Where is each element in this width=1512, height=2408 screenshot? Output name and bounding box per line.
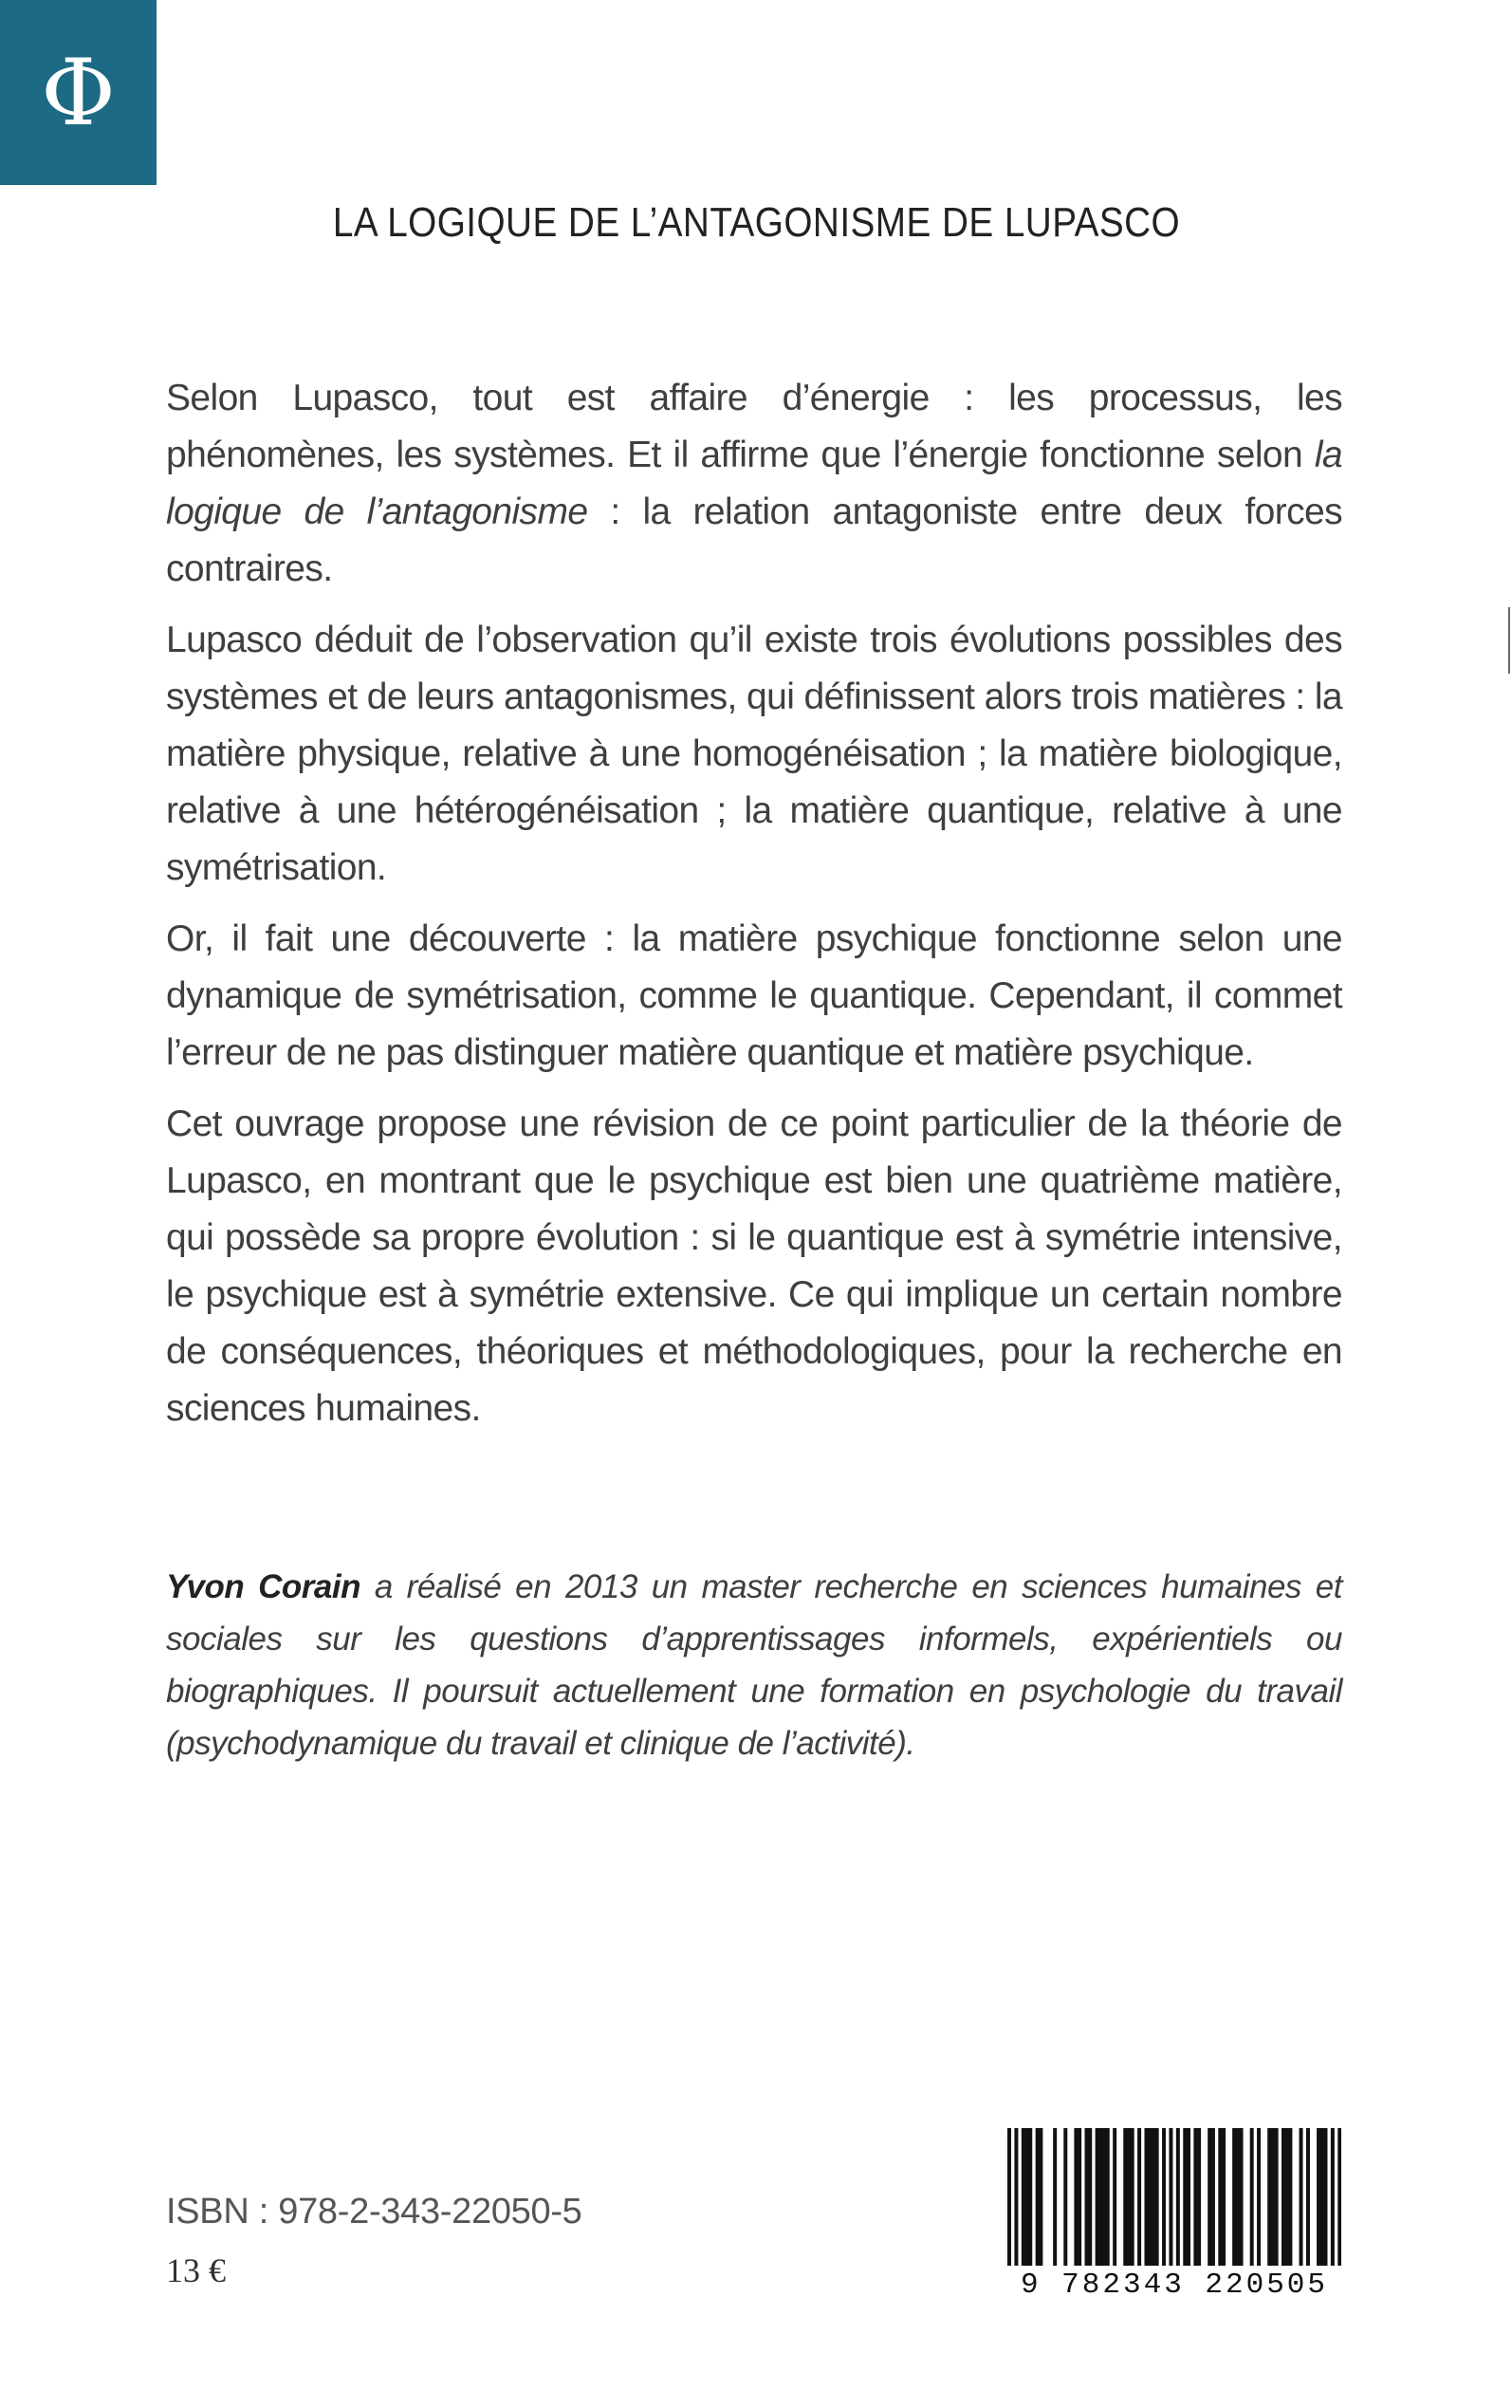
barcode-digits: 9 782343 220505 [1020,2269,1329,2302]
blurb-paragraph-4: Cet ouvrage propose une révision de ce point particulier de la théorie de Lupasco, en montrant que le psychique est bien une quatrième matière, qui possède sa propre évolution : si le quantique est à symétrie intensive, le psychique est à symétrie extensive. Ce qui implique un certain nombre de conséquences, théoriques et méthodologiques, pour la recherche en sciences humaines. [166,1103,1342,1429]
barcode-bar [1152,2128,1155,2266]
book-title: LA LOGIQUE DE L’ANTAGONISME DE LUPASCO [332,199,1181,246]
barcode-bar [1022,2128,1025,2266]
barcode-bar [1096,2128,1099,2266]
barcode-bar [1222,2128,1226,2266]
barcode-bar [1218,2128,1222,2266]
author-name: Yvon Corain [166,1568,360,1605]
barcode-bar [1197,2128,1201,2266]
barcode-bar [1169,2128,1172,2266]
barcode-bar [1317,2128,1320,2266]
phi-logo-icon: Φ [41,39,116,146]
barcode-bar [1331,2128,1335,2266]
barcode-bar [1288,2128,1292,2266]
barcode-bar [1183,2128,1187,2266]
barcode-bar [1162,2128,1166,2266]
blurb-paragraph-3: Or, il fait une découverte : la matière psychique fonctionne selon une dynamique de symétrisation, comme le quantique. Cependant, il commet l’erreur de ne pas distinguer matière quantique et matière psychique. [166,918,1342,1073]
barcode-bar [1211,2128,1215,2266]
barcode-bars [1007,2128,1341,2266]
barcode-bar [1039,2128,1042,2266]
barcode-bar [1131,2128,1134,2266]
barcode-bar [1267,2128,1271,2266]
barcode-bar [1145,2128,1149,2266]
barcode-bar [1025,2128,1029,2266]
barcode-bar [1106,2128,1110,2266]
barcode-bar [1098,2128,1102,2266]
barcode-bar [1232,2128,1236,2266]
edge-mark [1508,607,1510,674]
barcode-bar [1127,2128,1131,2266]
publisher-logo [0,0,157,185]
barcode-bar [1078,2128,1081,2266]
isbn: ISBN : 978-2-343-22050-5 [166,2192,582,2232]
blurb-paragraph-1: Selon Lupasco, tout est affaire d’énergie : les processus, les phénomènes, les systèmes. Et il affirme que l’énergie fonctionne selon la logique de l’antagonisme : la relation antagoniste entre deux forces contraires. [166,378,1342,589]
barcode-bar [1028,2128,1032,2266]
blurb [166,370,1342,1452]
barcode-bar [1208,2128,1211,2266]
author-bio-text: a réalisé en 2013 un master recherche en sciences humaines et sociales sur les questions d’apprentissages informels, expérientiels ou biographiques. Il poursuit actuellement une formation en psychologie du travail (psychodynamique du travail et clinique de l’activité). [166,1568,1342,1762]
barcode-bar [1007,2128,1011,2266]
barcode-bar [1088,2128,1092,2266]
barcode-bar [1074,2128,1078,2266]
barcode-bar [1250,2128,1254,2266]
barcode-bar [1193,2128,1197,2266]
blurb-paragraph-2: Lupasco déduit de l’observation qu’il existe trois évolutions possibles des systèmes et de leurs antagonismes, qui définissent alors trois matières : la matière physique, relative à une homogénéisation ; la matière biologique, relative à une hétérogénéisation ; la matière quantique, relative à une symétrisation. [166,620,1342,888]
barcode-bar [1155,2128,1159,2266]
barcode-bar [1113,2128,1116,2266]
barcode-bar [1320,2128,1324,2266]
barcode-bar [1257,2128,1261,2266]
barcode-bar [1085,2128,1089,2266]
barcode-bar [1240,2128,1244,2266]
barcode-bar [1014,2128,1018,2266]
barcode-bar [1275,2128,1279,2266]
barcode-bar [1306,2128,1310,2266]
barcode-bar [1285,2128,1289,2266]
barcode [1007,2128,1341,2308]
barcode-bar [1271,2128,1275,2266]
barcode-bar [1323,2128,1327,2266]
barcode-bar [1102,2128,1106,2266]
barcode-bar [1123,2128,1127,2266]
author-bio [166,1561,1342,1769]
barcode-bar [1137,2128,1141,2266]
barcode-bar [1176,2128,1180,2266]
barcode-bar [1337,2128,1341,2266]
barcode-bar [1148,2128,1152,2266]
barcode-bar [1300,2128,1303,2266]
barcode-bar [1187,2128,1190,2266]
barcode-bar [1063,2128,1067,2266]
barcode-bar [1053,2128,1057,2266]
price: 13 € [166,2251,226,2289]
barcode-bar [1036,2128,1040,2266]
barcode-bar [1236,2128,1240,2266]
barcode-bar [1282,2128,1285,2266]
